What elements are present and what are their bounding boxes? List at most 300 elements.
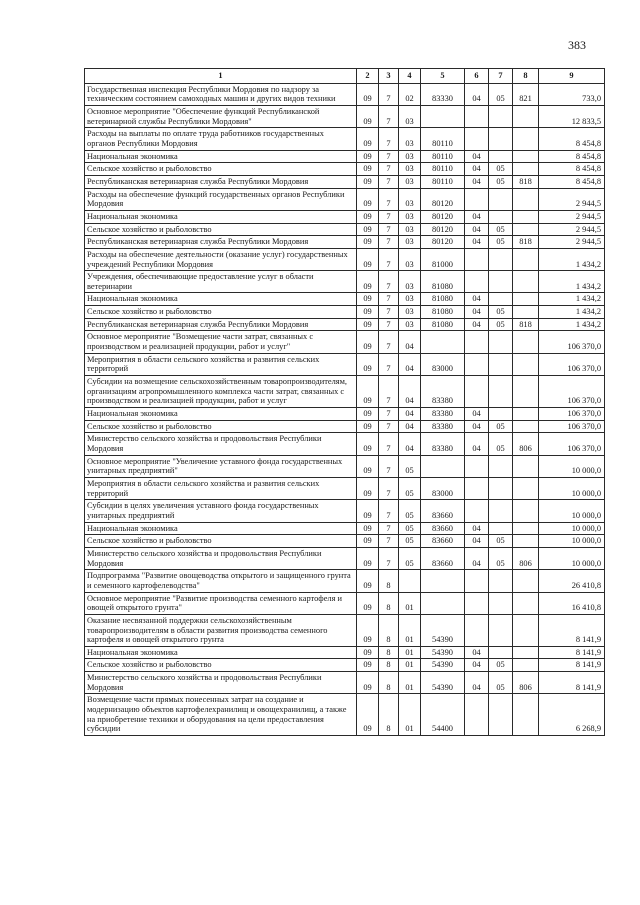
row-name: Мероприятия в области сельского хозяйства и развития сельских территорий xyxy=(85,353,357,375)
row-amount: 10 000,0 xyxy=(539,500,605,522)
table-body xyxy=(85,83,605,735)
row-col-8: 806 xyxy=(513,433,539,455)
row-amount: 10 000,0 xyxy=(539,547,605,569)
table-row xyxy=(85,547,605,569)
row-amount: 2 944,5 xyxy=(539,188,605,210)
row-col-7 xyxy=(489,353,513,375)
row-col-2: 09 xyxy=(357,659,379,672)
row-col-6: 04 xyxy=(465,659,489,672)
row-amount: 16 410,8 xyxy=(539,592,605,614)
row-col-6: 04 xyxy=(465,672,489,694)
row-col-3: 7 xyxy=(379,293,399,306)
row-col-4: 03 xyxy=(399,188,421,210)
row-col-7 xyxy=(489,188,513,210)
row-col-6: 04 xyxy=(465,306,489,319)
row-col-3: 7 xyxy=(379,433,399,455)
table-row xyxy=(85,646,605,659)
row-col-6 xyxy=(465,376,489,408)
row-col-5 xyxy=(421,570,465,592)
row-col-6: 04 xyxy=(465,175,489,188)
row-col-2: 09 xyxy=(357,477,379,499)
row-col-6 xyxy=(465,248,489,270)
row-amount: 8 141,9 xyxy=(539,672,605,694)
row-col-5: 83330 xyxy=(421,83,465,105)
row-name: Оказание несвязанной поддержки сельскохозяйственным товаропроизводителям в области развития производства семенного картофеля и овощей открытого грунта xyxy=(85,614,357,646)
row-col-4: 01 xyxy=(399,614,421,646)
row-col-6 xyxy=(465,570,489,592)
row-col-7 xyxy=(489,271,513,293)
row-col-3: 8 xyxy=(379,614,399,646)
row-col-7 xyxy=(489,331,513,353)
row-name: Расходы на обеспечение деятельности (оказание услуг) государственных учреждений Республики Мордовия xyxy=(85,248,357,270)
table-row xyxy=(85,163,605,176)
row-col-8 xyxy=(513,592,539,614)
row-col-8 xyxy=(513,163,539,176)
row-col-3: 7 xyxy=(379,188,399,210)
row-col-7: 05 xyxy=(489,535,513,548)
table-row xyxy=(85,105,605,127)
row-col-6 xyxy=(465,271,489,293)
row-col-7 xyxy=(489,210,513,223)
row-col-3: 7 xyxy=(379,105,399,127)
row-col-3: 7 xyxy=(379,236,399,249)
row-amount: 1 434,2 xyxy=(539,293,605,306)
row-col-8 xyxy=(513,223,539,236)
row-name: Сельское хозяйство и рыболовство xyxy=(85,223,357,236)
page-number: 383 xyxy=(568,38,586,52)
row-col-8: 806 xyxy=(513,672,539,694)
table-row xyxy=(85,694,605,736)
header-col-9: 9 xyxy=(539,69,605,84)
row-col-4: 01 xyxy=(399,659,421,672)
row-col-6: 04 xyxy=(465,150,489,163)
row-amount: 8 454,8 xyxy=(539,175,605,188)
row-col-5: 54390 xyxy=(421,646,465,659)
row-col-2: 09 xyxy=(357,408,379,421)
row-col-4: 04 xyxy=(399,331,421,353)
row-col-6: 04 xyxy=(465,433,489,455)
row-col-3: 7 xyxy=(379,175,399,188)
row-col-3: 7 xyxy=(379,547,399,569)
row-col-3: 7 xyxy=(379,318,399,331)
row-col-3: 7 xyxy=(379,500,399,522)
header-col-4: 4 xyxy=(399,69,421,84)
row-col-6 xyxy=(465,353,489,375)
row-col-7 xyxy=(489,150,513,163)
row-name: Мероприятия в области сельского хозяйства и развития сельских территорий xyxy=(85,477,357,499)
row-col-2: 09 xyxy=(357,547,379,569)
row-col-2: 09 xyxy=(357,592,379,614)
row-col-2: 09 xyxy=(357,353,379,375)
row-col-2: 09 xyxy=(357,318,379,331)
row-col-6 xyxy=(465,614,489,646)
row-name: Государственная инспекция Республики Мордовия по надзору за техническим состоянием самоходных машин и других видов техники xyxy=(85,83,357,105)
row-col-6 xyxy=(465,105,489,127)
row-col-7 xyxy=(489,614,513,646)
row-name: Сельское хозяйство и рыболовство xyxy=(85,306,357,319)
table-row xyxy=(85,570,605,592)
row-col-6 xyxy=(465,331,489,353)
row-name: Национальная экономика xyxy=(85,408,357,421)
row-col-4: 03 xyxy=(399,306,421,319)
header-col-3: 3 xyxy=(379,69,399,84)
table-row xyxy=(85,318,605,331)
row-col-5: 83380 xyxy=(421,408,465,421)
row-col-4: 03 xyxy=(399,223,421,236)
row-col-5: 54390 xyxy=(421,659,465,672)
table-row xyxy=(85,477,605,499)
row-col-4: 04 xyxy=(399,433,421,455)
row-col-5: 83660 xyxy=(421,500,465,522)
budget-table xyxy=(84,68,605,736)
row-col-5: 80120 xyxy=(421,223,465,236)
row-col-2: 09 xyxy=(357,420,379,433)
row-name: Сельское хозяйство и рыболовство xyxy=(85,163,357,176)
row-col-2: 09 xyxy=(357,271,379,293)
row-col-4: 05 xyxy=(399,455,421,477)
row-name: Сельское хозяйство и рыболовство xyxy=(85,535,357,548)
row-col-3: 7 xyxy=(379,306,399,319)
row-col-8: 818 xyxy=(513,318,539,331)
row-col-7 xyxy=(489,646,513,659)
row-amount: 8 454,8 xyxy=(539,150,605,163)
row-col-2: 09 xyxy=(357,163,379,176)
row-col-6: 04 xyxy=(465,223,489,236)
row-col-4: 05 xyxy=(399,547,421,569)
row-amount: 1 434,2 xyxy=(539,248,605,270)
row-col-5: 80110 xyxy=(421,163,465,176)
row-col-7: 05 xyxy=(489,83,513,105)
table-row xyxy=(85,535,605,548)
row-col-2: 09 xyxy=(357,694,379,736)
row-col-8 xyxy=(513,331,539,353)
row-col-4: 02 xyxy=(399,83,421,105)
row-col-7 xyxy=(489,592,513,614)
row-col-7: 05 xyxy=(489,223,513,236)
row-name: Основное мероприятие "Возмещение части затрат, связанных с производством и реализацией продукции, работ и услуг" xyxy=(85,331,357,353)
row-col-3: 7 xyxy=(379,522,399,535)
table-row xyxy=(85,420,605,433)
row-col-6: 04 xyxy=(465,420,489,433)
row-col-4: 03 xyxy=(399,150,421,163)
row-name: Сельское хозяйство и рыболовство xyxy=(85,659,357,672)
row-col-8 xyxy=(513,477,539,499)
row-col-2: 09 xyxy=(357,535,379,548)
row-col-7 xyxy=(489,293,513,306)
row-amount: 8 454,8 xyxy=(539,128,605,150)
row-name: Национальная экономика xyxy=(85,522,357,535)
row-amount: 8 141,9 xyxy=(539,614,605,646)
row-amount: 1 434,2 xyxy=(539,306,605,319)
table-row xyxy=(85,353,605,375)
row-col-5: 83380 xyxy=(421,420,465,433)
table-row xyxy=(85,376,605,408)
row-col-5: 81000 xyxy=(421,248,465,270)
row-col-6 xyxy=(465,128,489,150)
row-col-6: 04 xyxy=(465,236,489,249)
row-col-7 xyxy=(489,694,513,736)
row-col-5: 80120 xyxy=(421,210,465,223)
header-col-7: 7 xyxy=(489,69,513,84)
row-col-7: 05 xyxy=(489,433,513,455)
row-col-3: 7 xyxy=(379,248,399,270)
row-name: Субсидии в целях увеличения уставного фонда государственных унитарных предприятий xyxy=(85,500,357,522)
row-col-8 xyxy=(513,522,539,535)
row-amount: 2 944,5 xyxy=(539,236,605,249)
row-col-8: 818 xyxy=(513,175,539,188)
row-col-8 xyxy=(513,659,539,672)
row-col-3: 8 xyxy=(379,694,399,736)
row-col-3: 7 xyxy=(379,420,399,433)
table-row xyxy=(85,659,605,672)
row-col-2: 09 xyxy=(357,433,379,455)
row-col-4: 03 xyxy=(399,236,421,249)
row-amount: 8 141,9 xyxy=(539,659,605,672)
row-col-7 xyxy=(489,570,513,592)
row-col-6 xyxy=(465,500,489,522)
row-col-3: 7 xyxy=(379,331,399,353)
table-row xyxy=(85,210,605,223)
row-col-3: 7 xyxy=(379,477,399,499)
row-col-2: 09 xyxy=(357,331,379,353)
table-row xyxy=(85,128,605,150)
row-col-8 xyxy=(513,570,539,592)
row-col-4: 01 xyxy=(399,672,421,694)
row-col-4: 03 xyxy=(399,271,421,293)
row-col-2: 09 xyxy=(357,646,379,659)
row-col-6 xyxy=(465,592,489,614)
row-name: Республиканская ветеринарная служба Республики Мордовия xyxy=(85,175,357,188)
row-col-7: 05 xyxy=(489,420,513,433)
row-amount: 106 370,0 xyxy=(539,353,605,375)
row-col-8 xyxy=(513,455,539,477)
row-amount: 8 454,8 xyxy=(539,163,605,176)
row-col-5: 83380 xyxy=(421,433,465,455)
row-col-6 xyxy=(465,477,489,499)
row-col-7 xyxy=(489,455,513,477)
row-col-2: 09 xyxy=(357,210,379,223)
row-col-2: 09 xyxy=(357,455,379,477)
row-col-4: 03 xyxy=(399,210,421,223)
table-row xyxy=(85,306,605,319)
row-col-2: 09 xyxy=(357,150,379,163)
row-col-5: 80110 xyxy=(421,175,465,188)
row-col-6: 04 xyxy=(465,535,489,548)
row-col-3: 7 xyxy=(379,128,399,150)
row-col-7 xyxy=(489,500,513,522)
row-col-7: 05 xyxy=(489,318,513,331)
row-col-3: 8 xyxy=(379,672,399,694)
row-amount: 10 000,0 xyxy=(539,455,605,477)
row-col-3: 8 xyxy=(379,570,399,592)
row-col-5: 83660 xyxy=(421,535,465,548)
row-col-2: 09 xyxy=(357,306,379,319)
row-col-2: 09 xyxy=(357,105,379,127)
row-col-7 xyxy=(489,477,513,499)
row-name: Основное мероприятие "Развитие производства семенного картофеля и овощей открытого грунта" xyxy=(85,592,357,614)
row-name: Национальная экономика xyxy=(85,293,357,306)
row-col-7 xyxy=(489,248,513,270)
row-amount: 106 370,0 xyxy=(539,376,605,408)
row-col-8 xyxy=(513,646,539,659)
row-col-4: 03 xyxy=(399,248,421,270)
row-col-4: 01 xyxy=(399,592,421,614)
table-row xyxy=(85,614,605,646)
row-name: Расходы на обеспечение функций государственных органов Республики Мордовия xyxy=(85,188,357,210)
row-col-8 xyxy=(513,150,539,163)
row-col-4: 04 xyxy=(399,408,421,421)
header-col-1: 1 xyxy=(85,69,357,84)
row-col-5: 81080 xyxy=(421,306,465,319)
row-col-5: 54390 xyxy=(421,672,465,694)
row-col-3: 7 xyxy=(379,535,399,548)
header-col-8: 8 xyxy=(513,69,539,84)
row-col-4: 05 xyxy=(399,535,421,548)
row-col-8 xyxy=(513,376,539,408)
row-col-3: 7 xyxy=(379,408,399,421)
row-name: Министерство сельского хозяйства и продовольствия Республики Мордовия xyxy=(85,547,357,569)
row-col-7: 05 xyxy=(489,163,513,176)
header-col-5: 5 xyxy=(421,69,465,84)
row-col-4: 05 xyxy=(399,477,421,499)
row-name: Основное мероприятие "Обеспечение функций Республиканской ветеринарной службы Республики Мордовия" xyxy=(85,105,357,127)
row-col-6 xyxy=(465,188,489,210)
row-name: Национальная экономика xyxy=(85,150,357,163)
row-amount: 10 000,0 xyxy=(539,522,605,535)
row-amount: 106 370,0 xyxy=(539,420,605,433)
row-col-3: 8 xyxy=(379,646,399,659)
row-col-5: 54400 xyxy=(421,694,465,736)
row-col-5: 83000 xyxy=(421,477,465,499)
row-name: Республиканская ветеринарная служба Республики Мордовия xyxy=(85,236,357,249)
row-name: Национальная экономика xyxy=(85,646,357,659)
table-row xyxy=(85,83,605,105)
row-amount: 733,0 xyxy=(539,83,605,105)
row-col-7 xyxy=(489,128,513,150)
row-amount: 106 370,0 xyxy=(539,408,605,421)
row-name: Министерство сельского хозяйства и продовольствия Республики Мордовия xyxy=(85,672,357,694)
table-row xyxy=(85,188,605,210)
row-col-5: 54390 xyxy=(421,614,465,646)
row-col-5: 80120 xyxy=(421,188,465,210)
row-col-6 xyxy=(465,694,489,736)
row-col-2: 09 xyxy=(357,248,379,270)
row-amount: 6 268,9 xyxy=(539,694,605,736)
row-col-3: 7 xyxy=(379,210,399,223)
row-amount: 106 370,0 xyxy=(539,331,605,353)
row-amount: 10 000,0 xyxy=(539,535,605,548)
row-col-8 xyxy=(513,248,539,270)
table-row xyxy=(85,236,605,249)
row-col-3: 8 xyxy=(379,592,399,614)
row-col-4: 01 xyxy=(399,646,421,659)
row-col-8 xyxy=(513,105,539,127)
row-col-3: 7 xyxy=(379,223,399,236)
table-row xyxy=(85,223,605,236)
row-col-8 xyxy=(513,271,539,293)
table-row xyxy=(85,248,605,270)
row-col-2: 09 xyxy=(357,293,379,306)
row-col-8 xyxy=(513,614,539,646)
row-col-3: 7 xyxy=(379,376,399,408)
row-col-3: 7 xyxy=(379,271,399,293)
row-col-6: 04 xyxy=(465,522,489,535)
row-col-5 xyxy=(421,455,465,477)
row-col-3: 7 xyxy=(379,455,399,477)
row-name: Национальная экономика xyxy=(85,210,357,223)
row-col-3: 7 xyxy=(379,163,399,176)
row-amount: 8 141,9 xyxy=(539,646,605,659)
row-name: Возмещение части прямых понесенных затрат на создание и модернизацию объектов картофелехранилищ и овощехранилищ, а также на приобретение техники и оборудования на цели предоставления субсидии xyxy=(85,694,357,736)
table-row xyxy=(85,672,605,694)
row-col-8: 821 xyxy=(513,83,539,105)
table-row xyxy=(85,408,605,421)
row-col-5: 83380 xyxy=(421,376,465,408)
row-col-4: 03 xyxy=(399,175,421,188)
row-col-8 xyxy=(513,210,539,223)
row-col-2: 09 xyxy=(357,570,379,592)
row-col-4: 04 xyxy=(399,353,421,375)
table-row xyxy=(85,175,605,188)
row-col-5: 81080 xyxy=(421,318,465,331)
table-row xyxy=(85,331,605,353)
row-col-6: 04 xyxy=(465,293,489,306)
row-col-4: 04 xyxy=(399,376,421,408)
row-col-6: 04 xyxy=(465,408,489,421)
table-row xyxy=(85,455,605,477)
row-col-4: 01 xyxy=(399,694,421,736)
row-col-7: 05 xyxy=(489,306,513,319)
row-name: Субсидии на возмещение сельскохозяйственным товаропроизводителям, организациям агропромышленного комплекса части затрат, связанных с производством и реализацией продукции, работ и услуг xyxy=(85,376,357,408)
row-col-3: 7 xyxy=(379,150,399,163)
table-row xyxy=(85,433,605,455)
row-amount: 1 434,2 xyxy=(539,318,605,331)
row-col-7: 05 xyxy=(489,175,513,188)
row-amount: 106 370,0 xyxy=(539,433,605,455)
row-col-6: 04 xyxy=(465,646,489,659)
table-row xyxy=(85,592,605,614)
row-col-5: 83000 xyxy=(421,353,465,375)
row-col-2: 09 xyxy=(357,522,379,535)
header-col-6: 6 xyxy=(465,69,489,84)
table-row xyxy=(85,271,605,293)
row-col-2: 09 xyxy=(357,83,379,105)
row-col-8: 806 xyxy=(513,547,539,569)
row-col-8 xyxy=(513,353,539,375)
row-col-7: 05 xyxy=(489,547,513,569)
row-amount: 1 434,2 xyxy=(539,271,605,293)
row-col-8 xyxy=(513,128,539,150)
row-name: Министерство сельского хозяйства и продовольствия Республики Мордовия xyxy=(85,433,357,455)
row-col-5: 81080 xyxy=(421,271,465,293)
row-col-8 xyxy=(513,500,539,522)
row-col-8 xyxy=(513,420,539,433)
table-header-row xyxy=(85,69,605,84)
row-col-4: 03 xyxy=(399,163,421,176)
row-col-5: 83660 xyxy=(421,547,465,569)
row-col-2: 09 xyxy=(357,175,379,188)
row-col-5: 83660 xyxy=(421,522,465,535)
row-name: Республиканская ветеринарная служба Республики Мордовия xyxy=(85,318,357,331)
row-col-6 xyxy=(465,455,489,477)
row-col-7 xyxy=(489,105,513,127)
row-col-2: 09 xyxy=(357,376,379,408)
row-col-4: 05 xyxy=(399,522,421,535)
row-name: Расходы на выплаты по оплате труда работников государственных органов Республики Мордовия xyxy=(85,128,357,150)
row-col-3: 8 xyxy=(379,659,399,672)
row-amount: 12 833,5 xyxy=(539,105,605,127)
row-name: Сельское хозяйство и рыболовство xyxy=(85,420,357,433)
